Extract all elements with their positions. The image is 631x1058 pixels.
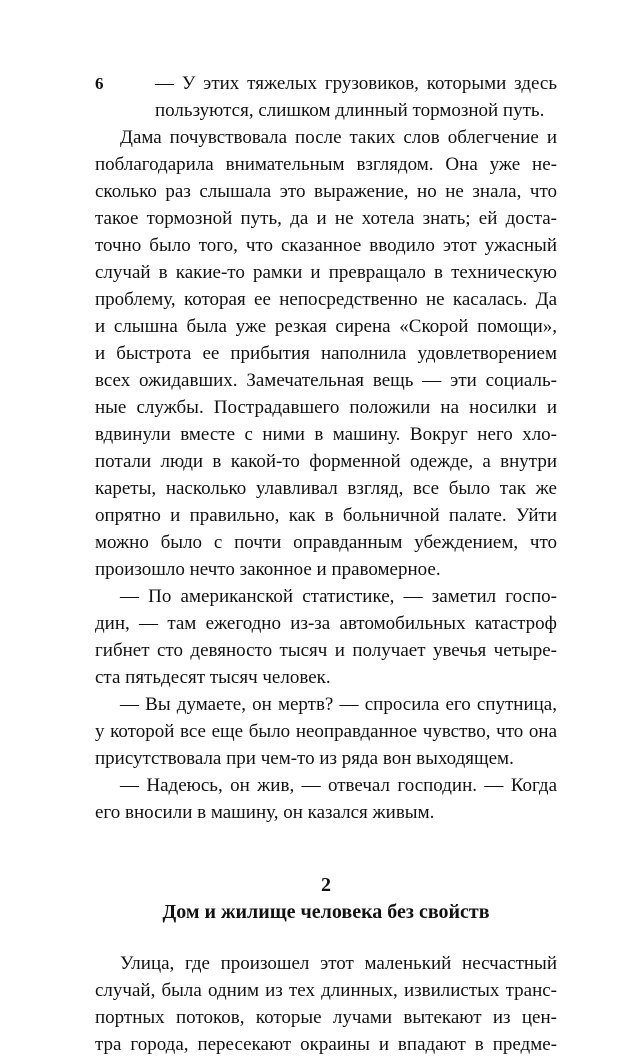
text-line: пользуются, слишком длинный тормозной путь. bbox=[155, 100, 545, 121]
text-line: и быстрота ее прибытия наполнила удовлетворением bbox=[95, 343, 557, 364]
text-line: тра города, пересекают окраины и впадают в предме- bbox=[95, 1034, 557, 1055]
text-line: и слышна была уже резкая сирена «Скорой помощи», bbox=[95, 316, 557, 337]
header-line bbox=[95, 70, 557, 97]
text-line: случай, была одним из тех длинных, извилистых транс- bbox=[95, 980, 557, 1001]
chapter-number: 2 bbox=[321, 874, 331, 896]
text-line: Дама почувствовала после таких слов облегчение и bbox=[120, 127, 557, 148]
text-line: гибнет сто девяносто тысяч и получает увечья четыре- bbox=[95, 640, 557, 661]
text-line: случай в какие-то рамки и превращало в техническую bbox=[95, 262, 557, 283]
paragraph-3 bbox=[95, 583, 557, 691]
chapter-title: Дом и жилище человека без свойств bbox=[162, 901, 490, 923]
text-line: дин, — там ежегодно из-за автомобильных катастроф bbox=[95, 613, 557, 634]
chapter-heading bbox=[95, 872, 557, 926]
text-line: — У этих тяжелых грузовиков, которыми здесь bbox=[155, 73, 557, 94]
text-line: ста пятьдесят тысяч человек. bbox=[95, 667, 331, 688]
page-number: 6 bbox=[95, 74, 104, 93]
paragraph-1 bbox=[95, 70, 557, 124]
text-line: опрятно и правильно, как в больничной палате. Уйти bbox=[95, 505, 557, 526]
text-line: кареты, насколько улавливал взгляд, все было так же bbox=[95, 478, 557, 499]
text-line: такое тормозной путь, да и не хотела знать; ей доста- bbox=[95, 208, 557, 229]
text-line: поблагодарила внимательным взглядом. Она уже не- bbox=[95, 154, 557, 175]
book-page bbox=[95, 70, 557, 1058]
text-line: всех ожидавших. Замечательная вещь — эти социаль- bbox=[95, 370, 557, 391]
text-line: портных потоков, которые лучами вытекают из цен- bbox=[95, 1007, 557, 1028]
text-line: точно было того, что сказанное вводило этот ужасный bbox=[95, 235, 557, 256]
text-line: ные службы. Пострадавшего положили на носилки и bbox=[95, 397, 557, 418]
text-line: произошло нечто законное и правомерное. bbox=[95, 559, 441, 580]
text-line: его вносили в машину, он казался живым. bbox=[95, 802, 435, 823]
text-line: сколько раз слышала это выражение, но не знала, что bbox=[95, 181, 557, 202]
text-line: можно было с почти оправданным убеждением, что bbox=[95, 532, 557, 553]
text-line: вдвинули вместе с ними в машину. Вокруг него хло- bbox=[95, 424, 557, 445]
text-line: присутствовала при чем-то из ряда вон выходящем. bbox=[95, 748, 514, 769]
text-line: потали люди в какой-то форменной одежде, а внутри bbox=[95, 451, 557, 472]
paragraph-2 bbox=[95, 124, 557, 583]
chapter-paragraph bbox=[95, 950, 557, 1058]
text-line: — Вы думаете, он мертв? — спросила его спутница, bbox=[120, 694, 557, 715]
text-line: Улица, где произошел этот маленький несчастный bbox=[120, 953, 557, 974]
text-line: — По американской статистике, — заметил госпо- bbox=[120, 586, 557, 607]
paragraph-4 bbox=[95, 691, 557, 772]
text-line: — Надеюсь, он жив, — отвечал господин. — Когда bbox=[120, 775, 557, 796]
text-line: у которой все еще было неоправданное чувство, что она bbox=[95, 721, 557, 742]
paragraph-5 bbox=[95, 772, 557, 826]
text-line: проблему, которая ее непосредственно не касалась. Да bbox=[95, 289, 557, 310]
